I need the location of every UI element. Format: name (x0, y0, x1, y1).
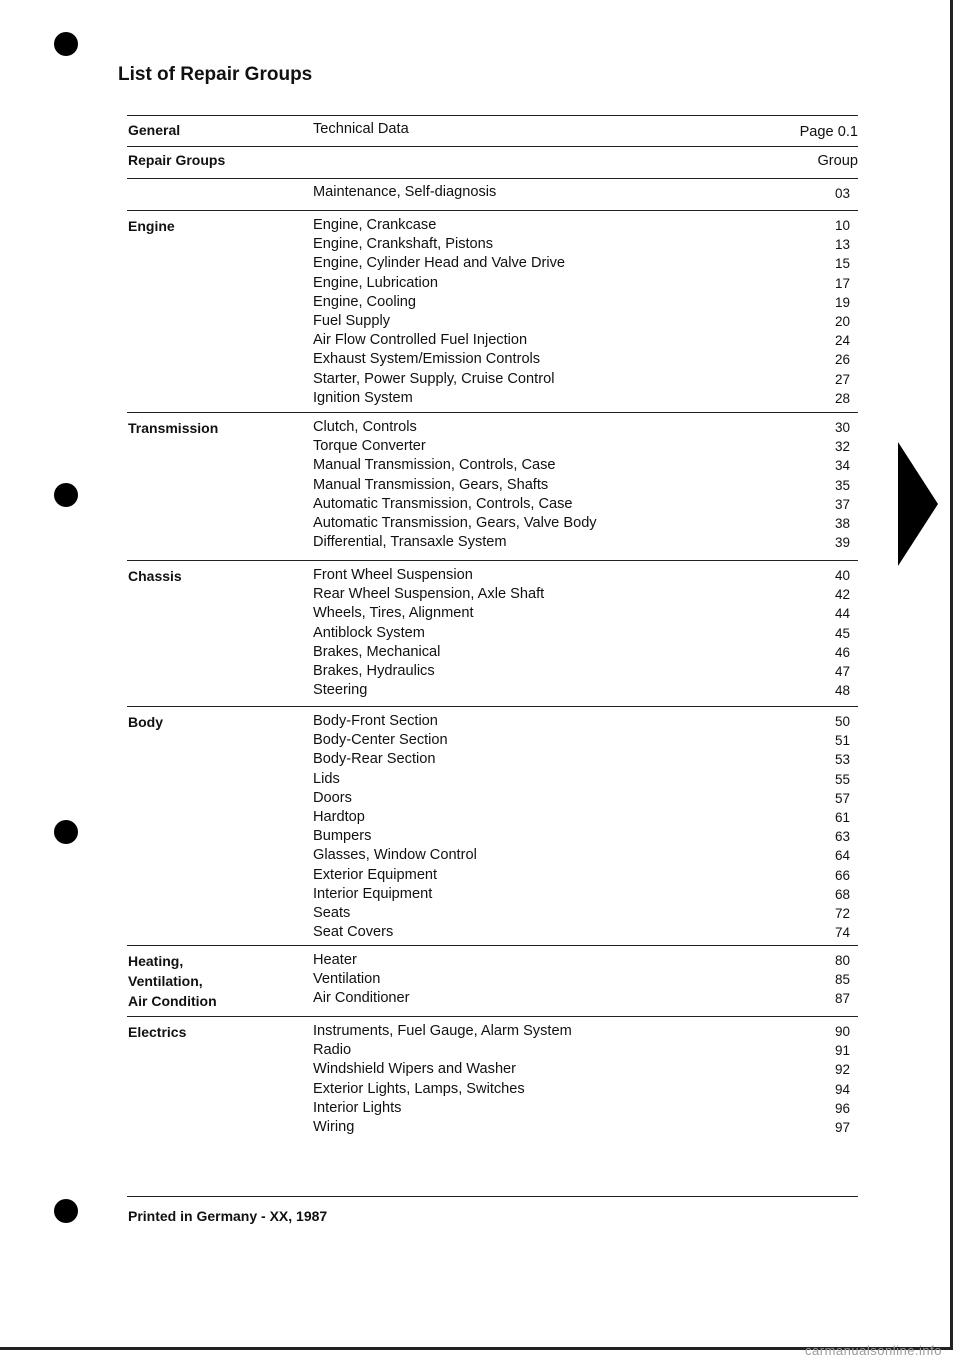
group-number: 46 (834, 644, 850, 660)
footer-print-info: Printed in Germany - XX, 1987 (128, 1208, 328, 1224)
group-number: 97 (834, 1120, 850, 1136)
group-number: 90 (834, 1024, 850, 1039)
page-number: Page 0.1 (799, 124, 858, 140)
section-items (313, 1022, 572, 1137)
divider (127, 210, 858, 211)
section-group-numbers (800, 1022, 850, 1137)
list-item: Engine, Crankshaft, Pistons (313, 236, 494, 253)
list-item: Antiblock System (313, 624, 425, 641)
section-title (128, 566, 182, 586)
group-number: 35 (834, 477, 850, 493)
section-title (128, 712, 163, 732)
group-number: 57 (834, 790, 850, 806)
group-number: 72 (834, 906, 850, 922)
section-title-line: Chassis (128, 568, 182, 584)
list-item: Instruments, Fuel Gauge, Alarm System (313, 1023, 572, 1039)
list-item: Engine, Crankcase (313, 217, 437, 233)
list-item: Interior Equipment (313, 885, 433, 902)
list-item: Manual Transmission, Gears, Shafts (313, 476, 549, 493)
list-item: Ignition System (313, 389, 413, 406)
section-title-line: Transmission (128, 420, 219, 436)
list-item: Rear Wheel Suspension, Axle Shaft (313, 586, 545, 603)
group-number: 38 (834, 516, 850, 532)
section-group-numbers (800, 951, 850, 1009)
group-column-heading: Group (817, 153, 858, 169)
group-number: 37 (834, 496, 850, 512)
section-group-numbers (800, 418, 850, 552)
group-number: 64 (834, 848, 850, 864)
group-number: 63 (834, 829, 850, 845)
punch-hole-icon (54, 32, 78, 56)
group-number: 74 (834, 925, 850, 941)
group-number: 42 (834, 587, 850, 603)
list-item: Body-Rear Section (313, 751, 436, 768)
group-number: 30 (834, 420, 850, 435)
list-item: Clutch, Controls (313, 419, 417, 435)
group-number: 61 (834, 810, 850, 826)
watermark: carmanualsonline.info (805, 1343, 942, 1358)
group-number: 85 (834, 972, 850, 988)
group-number: 48 (834, 683, 850, 699)
group-number: 19 (834, 294, 850, 310)
list-item: Front Wheel Suspension (313, 567, 473, 583)
list-item: Heater (313, 952, 357, 968)
group-number: 68 (834, 886, 850, 902)
list-item: Manual Transmission, Controls, Case (313, 457, 556, 474)
header-category: General (128, 122, 181, 138)
section-items (313, 216, 565, 408)
list-item: Engine, Lubrication (313, 274, 438, 291)
divider (127, 412, 858, 413)
list-item: Differential, Transaxle System (313, 534, 507, 551)
group-number: 53 (834, 752, 850, 768)
section-items (313, 418, 597, 552)
group-number: 87 (834, 991, 850, 1007)
list-item: Body-Front Section (313, 713, 438, 729)
section-title (128, 1022, 186, 1042)
page-border-right (950, 0, 953, 1350)
intro-item-group: 03 (834, 186, 850, 201)
punch-hole-icon (54, 820, 78, 844)
divider (127, 1196, 858, 1197)
list-item: Windshield Wipers and Washer (313, 1061, 517, 1078)
group-number: 94 (834, 1081, 850, 1097)
list-item: Torque Converter (313, 438, 426, 455)
divider (127, 115, 858, 116)
section-items (313, 712, 477, 942)
group-number: 28 (834, 390, 850, 406)
group-number: 10 (834, 218, 850, 233)
header-subject: Technical Data (313, 121, 409, 137)
divider (127, 1016, 858, 1017)
list-item: Ventilation (313, 971, 381, 988)
list-item: Hardtop (313, 809, 365, 826)
group-number: 51 (834, 733, 850, 749)
group-number: 39 (834, 535, 850, 551)
section-title (128, 418, 218, 438)
group-number: 55 (834, 771, 850, 787)
list-item: Brakes, Hydraulics (313, 663, 435, 680)
group-number: 66 (834, 867, 850, 883)
intro-item-label: Maintenance, Self-diagnosis (313, 184, 497, 200)
list-item: Fuel Supply (313, 313, 391, 330)
list-item: Interior Lights (313, 1099, 402, 1116)
list-item: Bumpers (313, 828, 372, 845)
divider (127, 178, 858, 179)
section-group-numbers (800, 216, 850, 408)
group-number: 24 (834, 333, 850, 349)
list-item: Doors (313, 789, 352, 806)
section-title-line: Heating, (128, 953, 184, 969)
group-number: 47 (834, 664, 850, 680)
divider (127, 146, 858, 147)
page-title: List of Repair Groups (118, 64, 313, 85)
section-title-line: Engine (128, 218, 175, 234)
group-number: 34 (834, 458, 850, 474)
list-item: Steering (313, 682, 368, 699)
divider (127, 706, 858, 707)
section-title-line: Electrics (128, 1024, 187, 1040)
group-number: 80 (834, 953, 850, 968)
list-item: Exterior Equipment (313, 866, 438, 883)
group-number: 26 (834, 352, 850, 368)
list-item: Engine, Cooling (313, 293, 417, 310)
divider (127, 560, 858, 561)
list-item: Glasses, Window Control (313, 847, 477, 864)
group-number: 44 (834, 606, 850, 622)
list-item: Air Conditioner (313, 990, 410, 1007)
divider (127, 945, 858, 946)
group-number: 20 (834, 314, 850, 330)
list-item: Brakes, Mechanical (313, 643, 441, 660)
section-items (313, 566, 544, 700)
list-item: Automatic Transmission, Gears, Valve Body (313, 515, 597, 532)
section-group-numbers (800, 566, 850, 700)
section-items (313, 951, 410, 1009)
punch-hole-icon (54, 1199, 78, 1223)
section-title-line: Body (128, 714, 163, 730)
list-item: Lids (313, 770, 340, 787)
group-number: 96 (834, 1100, 850, 1116)
section-title (128, 951, 217, 1011)
list-item: Radio (313, 1042, 352, 1059)
section-group-numbers (800, 712, 850, 942)
list-item: Exterior Lights, Lamps, Switches (313, 1080, 525, 1097)
section-title-line: Air Condition (128, 993, 217, 1009)
group-number: 45 (834, 625, 850, 641)
list-item: Seats (313, 905, 351, 922)
group-number: 15 (834, 256, 850, 272)
group-number: 17 (834, 275, 850, 291)
group-number: 50 (834, 714, 850, 729)
list-item: Seat Covers (313, 924, 394, 941)
page-turn-arrow-icon (898, 442, 938, 566)
list-item: Starter, Power Supply, Cruise Control (313, 370, 555, 387)
group-number: 32 (834, 439, 850, 455)
group-number: 91 (834, 1043, 850, 1059)
group-number: 13 (834, 237, 850, 253)
list-item: Air Flow Controlled Fuel Injection (313, 332, 528, 349)
section-title (128, 216, 175, 236)
section-title-line: Ventilation, (128, 973, 203, 989)
list-item: Exhaust System/Emission Controls (313, 351, 541, 368)
group-number: 92 (834, 1062, 850, 1078)
repair-groups-heading: Repair Groups (128, 152, 226, 168)
list-item: Body-Center Section (313, 732, 448, 749)
group-number: 27 (834, 371, 850, 387)
list-item: Wheels, Tires, Alignment (313, 605, 474, 622)
group-number: 40 (834, 568, 850, 583)
list-item: Engine, Cylinder Head and Valve Drive (313, 255, 566, 272)
list-item: Wiring (313, 1119, 355, 1136)
punch-hole-icon (54, 483, 78, 507)
list-item: Automatic Transmission, Controls, Case (313, 495, 573, 512)
